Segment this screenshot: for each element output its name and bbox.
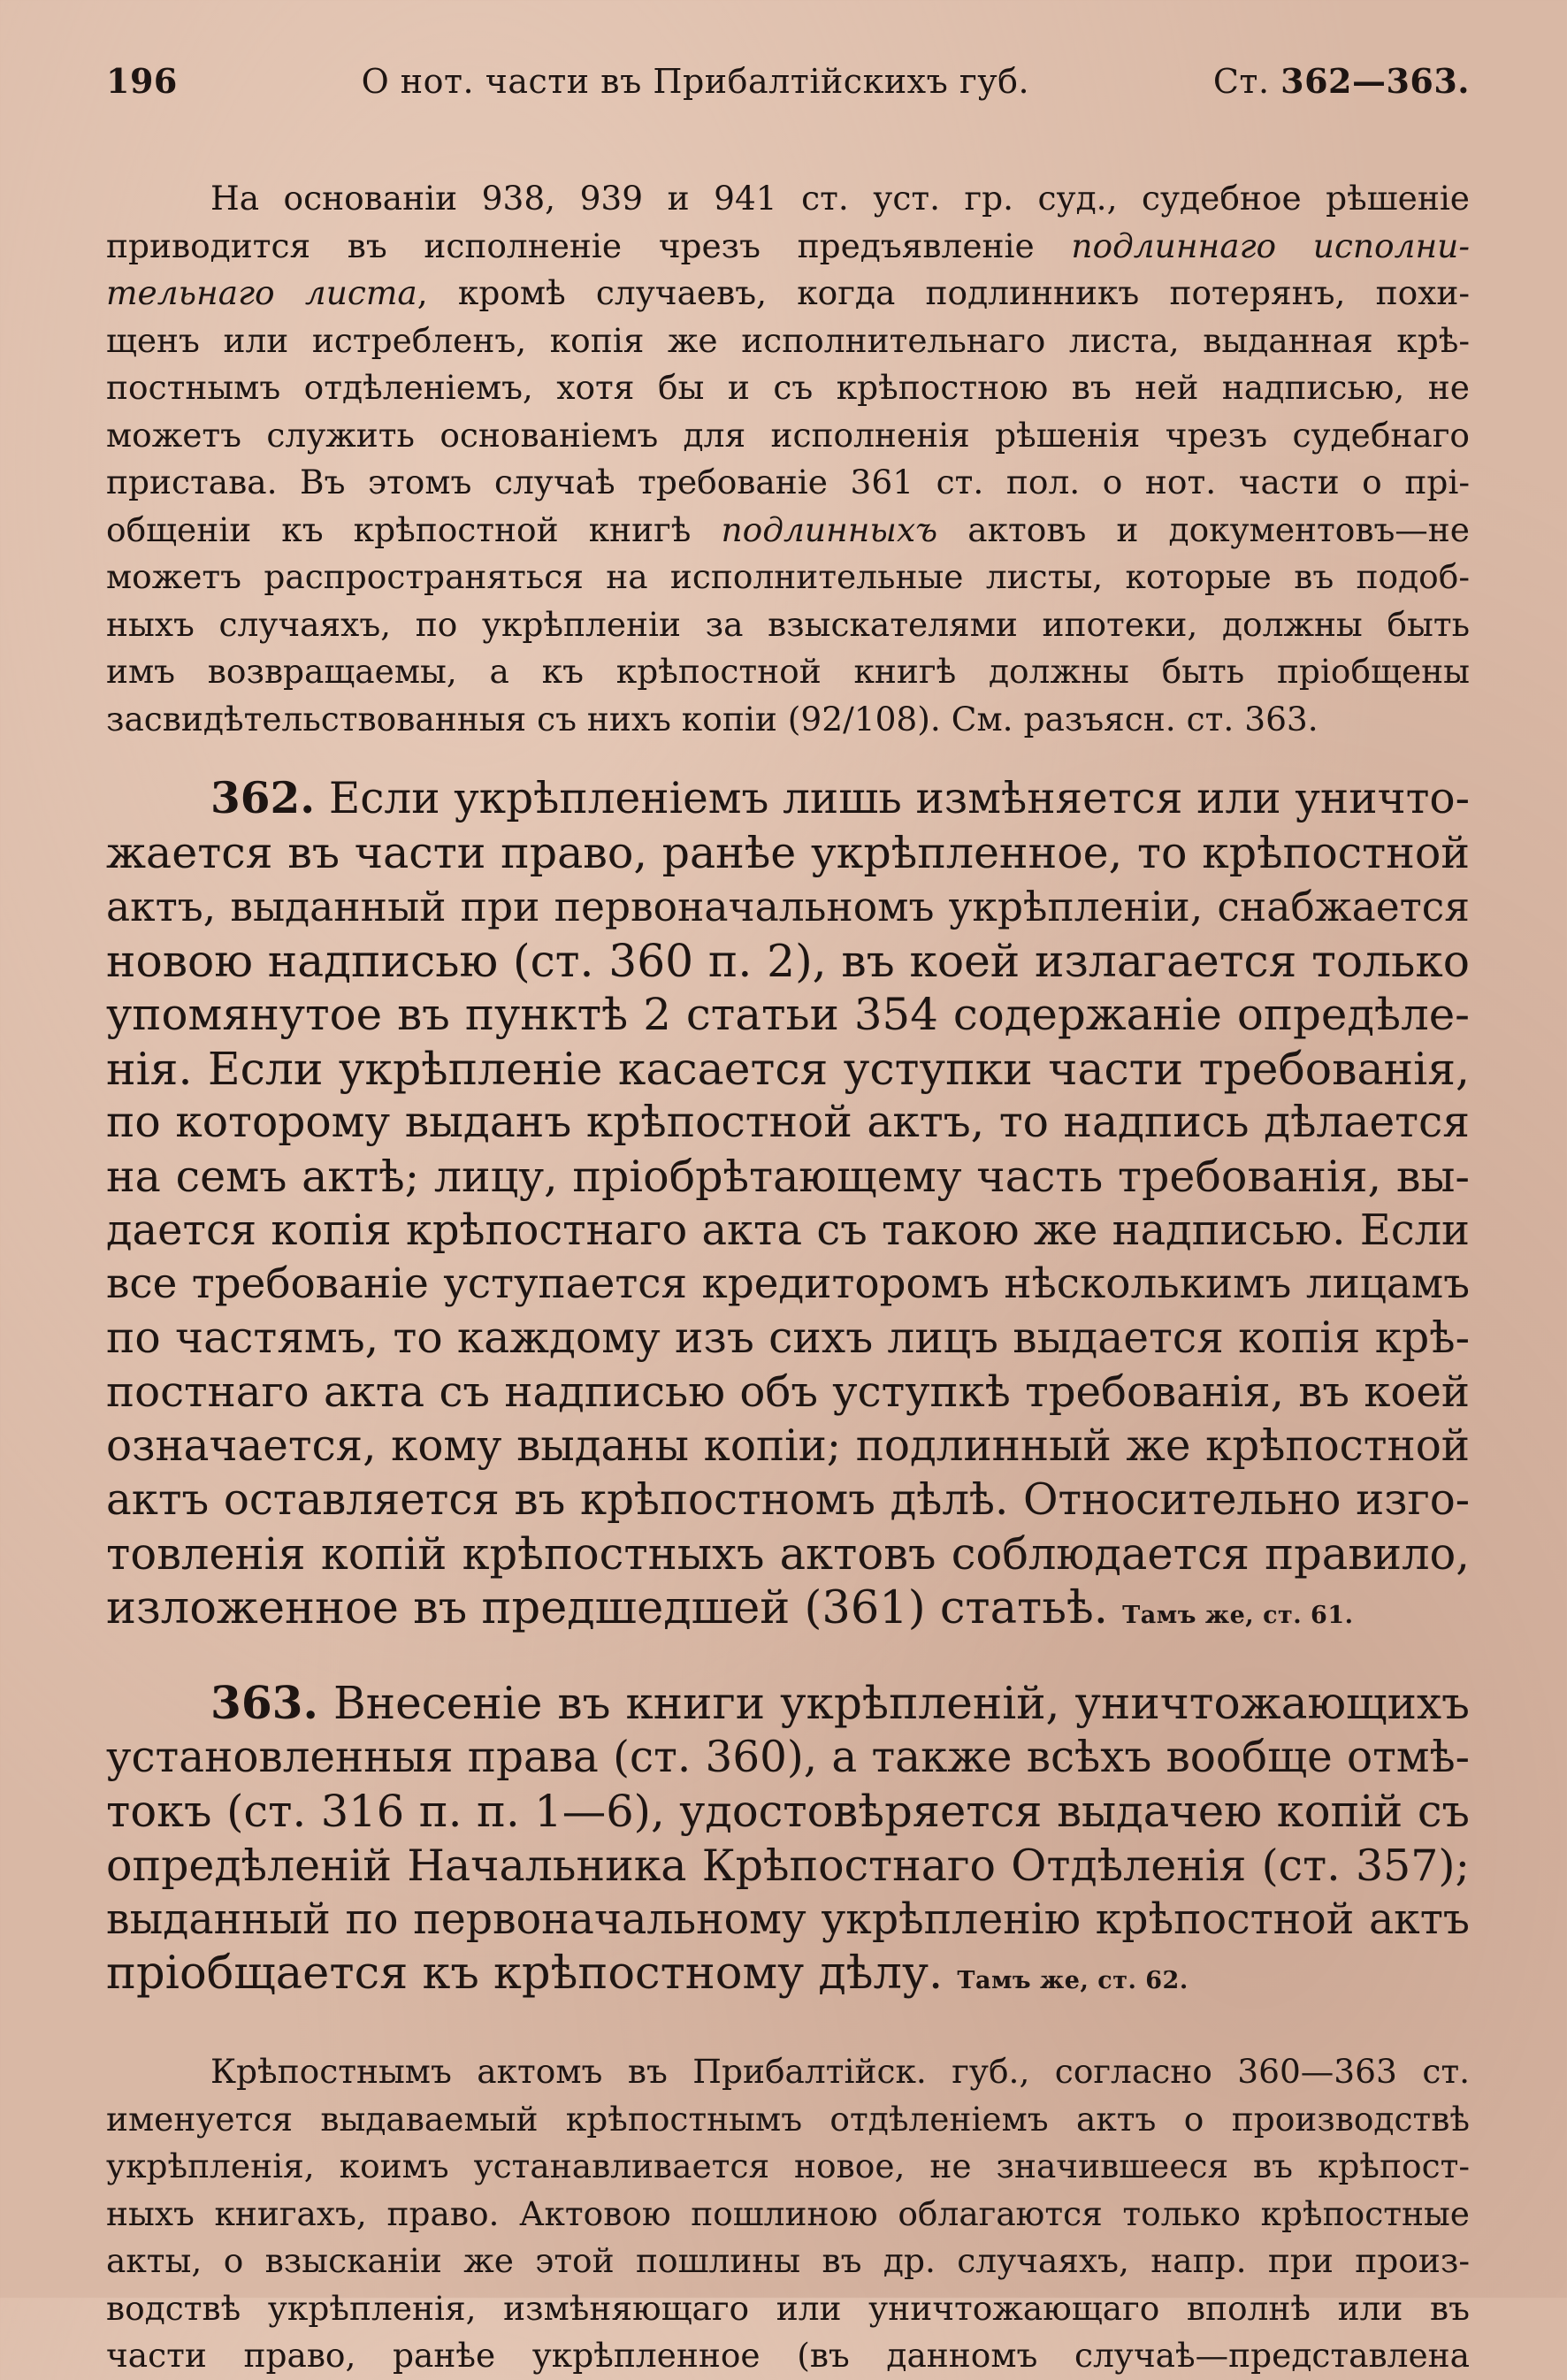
text-line: тельнаго листа, кромѣ случаевъ, когда подлинникъ потерянъ, похи- (106, 273, 1470, 312)
text-line: 363. Внесенiе въ книги укрѣпленiй, уничтожающихъ (210, 1677, 1470, 1729)
text-line: токъ (ст. 316 п. п. 1—6), удостовѣряется выдачею копiй съ (106, 1786, 1470, 1837)
article-range-numbers: 362—363. (1280, 61, 1470, 101)
article-363 (106, 1676, 1470, 2008)
text-line: по которому выданъ крѣпостной актъ, то надпись дѣлается (106, 1098, 1470, 1147)
text-line: на семъ актѣ; лицу, прiобрѣтающему часть требованiя, вы- (106, 1151, 1470, 1202)
text-line: ныхъ книгахъ, право. Актовою пошлиною облагаются только крѣпостные (106, 2193, 1470, 2233)
article-range (1213, 60, 1470, 103)
text-line: опредѣленiй Начальника Крѣпостнаго Отдѣленiя (ст. 357); (106, 1840, 1470, 1891)
text-line: щенъ или истребленъ, копiя же исполнительнаго листа, выданная крѣ- (106, 320, 1470, 360)
italic-phrase: подлиннаго исполни- (1071, 226, 1471, 265)
text-line: водствѣ укрѣпленiя, измѣняющаго или уничтожающаго вполнѣ или въ (106, 2288, 1470, 2328)
italic-phrase: тельнаго листа (106, 273, 417, 312)
text-line: приводится въ исполненiе чрезъ предъявленiе подлиннаго исполни- (106, 226, 1471, 265)
text-line: засвидѣтельствованныя съ нихъ копiи (92/108). См. разъясн. ст. 363. (106, 699, 1319, 738)
text-line: ныхъ случаяхъ, по укрѣпленiи за взыскателями ипотеки, должны быть (106, 604, 1470, 644)
text-line: На основанiи 938, 939 и 941 ст. уст. гр. суд., судебное рѣшенiе (210, 179, 1470, 218)
text-line: выданный по первоначальному укрѣпленiю крѣпостной актъ (106, 1895, 1470, 1944)
text-line: акты, о взысканiи же этой пошлины въ др. случаяхъ, напр. при произ- (106, 2241, 1470, 2280)
page-number: 196 (106, 61, 178, 101)
text-line: актъ, выданный при первоначальномъ укрѣпленiи, снабжается (106, 884, 1470, 930)
text-line: 362. Если укрѣпленiемъ лишь измѣняется или уничто- (210, 773, 1470, 823)
text-line: упомянутое въ пунктѣ 2 статьи 354 содержанiе опредѣле- (106, 989, 1470, 1040)
article-number: 363. (210, 1677, 318, 1729)
text-line: постнаго акта съ надписью объ уступкѣ требованiя, въ коей (106, 1367, 1470, 1417)
page-header (106, 60, 1470, 113)
italic-phrase: подлинныхъ (721, 509, 938, 549)
text-line: новою надписью (ст. 360 п. 2), въ коей излагается только (106, 935, 1470, 987)
article-prefix: Ст. (1212, 62, 1270, 101)
text-line: части право, ранѣе укрѣпленное (въ данномъ случаѣ—представлена (106, 2336, 1470, 2375)
text-line: жается въ части право, ранѣе укрѣпленное, то крѣпостной (106, 828, 1470, 878)
text-line: именуется выдаваемый крѣпостнымъ отдѣленiемъ актъ о производствѣ (106, 2099, 1470, 2139)
text-line: прiобщается къ крѣпостному дѣлу. Тамъ же, ст. 62. (106, 1948, 1189, 2000)
article-362 (106, 771, 1470, 1642)
source-reference: Тамъ же, ст. 62. (957, 1967, 1189, 1994)
text-line: установленныя права (ст. 360), а также всѣхъ вообще отмѣ- (106, 1733, 1470, 1782)
text-line: пристава. Въ этомъ случаѣ требованiе 361 ст. пол. о нот. части о прi- (106, 463, 1470, 501)
text-line: можетъ распространяться на исполнительные листы, которые въ подоб- (106, 557, 1470, 596)
text-line: нiя. Если укрѣпленiе касается уступки части требованiя, (106, 1043, 1470, 1095)
text-line: постнымъ отдѣленiемъ, хотя бы и съ крѣпостною въ ней надписью, не (106, 368, 1470, 407)
source-reference: Тамъ же, ст. 61. (1122, 1602, 1354, 1629)
text-line: товленiя копiй крѣпостныхъ актовъ соблюдается правило, (106, 1528, 1470, 1580)
article-number: 362. (210, 773, 316, 823)
text-line: можетъ служить основанiемъ для исполненiя рѣшенiя чрезъ судебнаго (106, 415, 1470, 455)
text-line: общенiи къ крѣпостной книгѣ подлинныхъ актовъ и документовъ—не (106, 509, 1470, 549)
text-line: изложенное въ предшедшей (361) статьѣ. Тамъ же, ст. 61. (106, 1582, 1354, 1634)
text-line: имъ возвращаемы, а къ крѣпостной книгѣ должны быть прiобщены (106, 652, 1470, 691)
running-title: О нот. части въ Прибалтiйскихъ губ. (361, 62, 1030, 101)
text-line: по частямъ, то каждому изъ сихъ лицъ выдается копiя крѣ- (106, 1313, 1470, 1363)
text-line: Крѣпостнымъ актомъ въ Прибалтiйск. губ., согласно 360—363 ст. (210, 2052, 1470, 2091)
text-line: укрѣпленiя, коимъ устанавливается новое, не значившееся въ крѣпост- (106, 2147, 1470, 2185)
text-line: актъ оставляется въ крѣпостномъ дѣлѣ. Относительно изго- (106, 1475, 1470, 1525)
commentary-block-2 (106, 2048, 1470, 2380)
text-line: означается, кому выданы копiи; подлинный же крѣпостной (106, 1421, 1470, 1471)
text-line: все требованiе уступается кредиторомъ нѣсколькимъ лицамъ (106, 1260, 1470, 1308)
text-line: дается копiя крѣпостнаго акта съ такою же надписью. Если (106, 1206, 1470, 1255)
commentary-block-1 (106, 175, 1470, 743)
